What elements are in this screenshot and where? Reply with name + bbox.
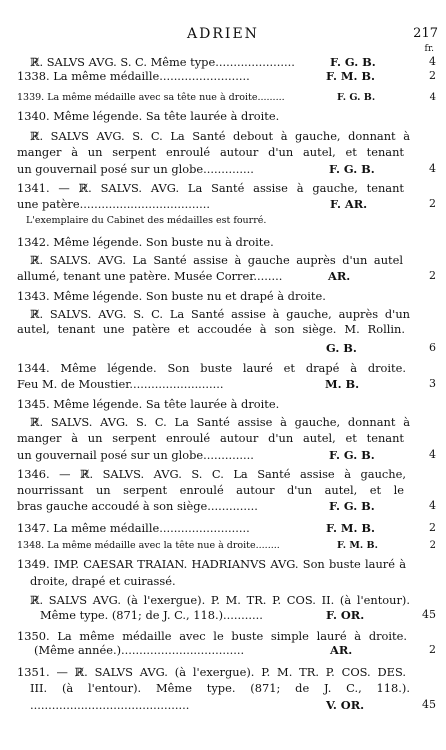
entry-value: F. G. B. bbox=[330, 55, 376, 69]
entry-text: 1339. La même médaille avec sa tête nue à droite......... bbox=[17, 92, 285, 103]
entry-line bbox=[0, 340, 446, 356]
entry-line bbox=[0, 447, 446, 463]
entry-text: Feu M. de Moustier.......................... bbox=[17, 377, 224, 391]
entry-line bbox=[0, 642, 446, 658]
entry-line bbox=[0, 607, 446, 623]
entry-line bbox=[0, 128, 446, 144]
entry-text: manger à un serpent enroulé autour d'un autel, et tenant bbox=[17, 145, 404, 159]
entry-price: 6 bbox=[429, 341, 436, 354]
entry-text: une patère.................................... bbox=[17, 197, 210, 211]
entry-value: F. AR. bbox=[330, 197, 368, 211]
entry-price: 4 bbox=[429, 499, 436, 512]
entry-line bbox=[0, 288, 446, 304]
entry-line bbox=[0, 430, 446, 446]
entry-line bbox=[0, 68, 446, 84]
entry-text: Même type. (871; de J. C., 118.)........... bbox=[40, 608, 263, 622]
entry-price: 2 bbox=[429, 643, 436, 656]
entry-text: ℝ̸. SALVS. AVG. S. C. La Santé assise à gauche, auprès d'un bbox=[30, 307, 410, 321]
entry-text: un gouvernail posé sur un globe.............. bbox=[17, 448, 254, 462]
entry-line bbox=[0, 252, 446, 268]
entry-line bbox=[0, 396, 446, 412]
entry-line bbox=[0, 573, 446, 589]
entry-value: V. OR. bbox=[326, 698, 365, 712]
entry-price: 4 bbox=[429, 55, 436, 68]
entry-text: bras gauche accoudé à son siège.............. bbox=[17, 499, 258, 513]
entry-line bbox=[0, 213, 446, 229]
entry-text: 1347. La même médaille......................... bbox=[17, 521, 250, 535]
entry-value: AR. bbox=[330, 643, 353, 657]
entry-value: F. M. B. bbox=[326, 521, 376, 535]
entry-value: G. B. bbox=[326, 341, 357, 355]
entry-text: nourrissant un serpent enroulé autour d'un autel, et le bbox=[17, 483, 404, 497]
entry-value: M. B. bbox=[325, 377, 360, 391]
entry-line bbox=[0, 376, 446, 392]
entry-price: 45 bbox=[422, 608, 436, 621]
entry-text: ℝ̸. SALVS AVG. S. C. Même type...................... bbox=[30, 55, 295, 69]
entry-text: allumé, tenant une patère. Musée Correr........ bbox=[17, 269, 283, 283]
entry-value: F. G. B. bbox=[329, 448, 375, 462]
entry-price: 4 bbox=[429, 448, 436, 461]
entry-text: 1348. La même médaille avec la tête nue à droite........ bbox=[17, 540, 280, 551]
entry-line bbox=[0, 196, 446, 212]
entry-line bbox=[0, 498, 446, 514]
entry-text: un gouvernail posé sur un globe.............. bbox=[17, 162, 254, 176]
entry-value: F. G. B. bbox=[329, 162, 375, 176]
entry-line bbox=[0, 482, 446, 498]
entry-text: autel, tenant une patère et accoudée à son siège. M. Rollin. bbox=[17, 322, 405, 336]
entry-text: ............................................ bbox=[30, 698, 190, 712]
entry-text: 1343. Même légende. Son buste nu et drapé à droite. bbox=[17, 289, 326, 303]
entry-line bbox=[0, 466, 446, 482]
column-unit-label: fr. bbox=[424, 44, 434, 54]
entry-value: F. M. B. bbox=[337, 540, 378, 551]
entry-text: 1346. — ℝ̸. SALVS. AVG. S. C. La Santé assise à gauche, bbox=[17, 467, 406, 481]
entry-line bbox=[0, 680, 446, 696]
entry-line bbox=[0, 144, 446, 160]
entry-text: 1342. Même légende. Son buste nu à droite. bbox=[17, 235, 274, 249]
entry-text: ℝ̸. SALVS AVG. S. C. La Santé debout à gauche, donnant à bbox=[30, 129, 410, 143]
entry-text: (Même année.).................................. bbox=[34, 643, 245, 657]
entry-line bbox=[0, 520, 446, 536]
entry-value: F. G. B. bbox=[337, 92, 376, 103]
entry-text: 1349. IMP. CAESAR TRAIAN. HADRIANVS AVG. Son buste lauré à bbox=[17, 557, 406, 571]
entry-line bbox=[0, 664, 446, 680]
entry-text: droite, drapé et cuirassé. bbox=[30, 574, 176, 588]
entry-line bbox=[0, 592, 446, 608]
entry-line bbox=[0, 268, 446, 284]
entry-text: 1338. La même médaille......................... bbox=[17, 69, 250, 83]
entry-text: 1341. — ℝ̸. SALVS. AVG. La Santé assise à gauche, tenant bbox=[17, 181, 404, 195]
entry-text: 1345. Même légende. Sa tête laurée à droite. bbox=[17, 397, 280, 411]
entry-line bbox=[0, 697, 446, 713]
entry-price: 2 bbox=[429, 269, 436, 282]
entry-price: 2 bbox=[429, 540, 436, 551]
entry-price: 2 bbox=[429, 69, 436, 82]
entry-line bbox=[0, 180, 446, 196]
entry-price: 45 bbox=[422, 698, 436, 711]
entry-line bbox=[0, 360, 446, 376]
entry-price: 4 bbox=[429, 92, 436, 103]
entry-text: ℝ̸. SALVS AVG. (à l'exergue). P. M. TR. P. COS. II. (à l'entour). bbox=[30, 593, 410, 607]
entry-text: III. (à l'entour). Même type. (871; de J. C., 118.). bbox=[30, 681, 410, 695]
entry-value: AR. bbox=[328, 269, 351, 283]
entry-value: F. G. B. bbox=[329, 499, 375, 513]
entry-line bbox=[0, 321, 446, 337]
entry-text: 1351. — ℝ̸. SALVS AVG. (à l'exergue). P. M. TR. P. COS. DES. bbox=[17, 665, 406, 679]
entry-line bbox=[0, 306, 446, 322]
entry-price: 2 bbox=[429, 521, 436, 534]
entry-line bbox=[0, 556, 446, 572]
entry-line bbox=[0, 161, 446, 177]
entry-line bbox=[0, 90, 446, 106]
entry-text: L'exemplaire du Cabinet des médailles est fourré. bbox=[26, 215, 267, 226]
entry-line bbox=[0, 234, 446, 250]
entry-text: ℝ̸. SALVS. AVG. La Santé assise à gauche auprès d'un autel bbox=[30, 253, 403, 267]
entry-line bbox=[0, 108, 446, 124]
entry-value: F. M. B. bbox=[326, 69, 376, 83]
entry-price: 3 bbox=[429, 377, 436, 390]
entry-value: F. OR. bbox=[326, 608, 365, 622]
entry-text: 1344. Même légende. Son buste lauré et drapé à droite. bbox=[17, 361, 406, 375]
entry-text: 1340. Même légende. Sa tête laurée à droite. bbox=[17, 109, 280, 123]
entry-line bbox=[0, 538, 446, 554]
entry-line bbox=[0, 414, 446, 430]
entry-price: 4 bbox=[429, 162, 436, 175]
page-number: 217 bbox=[413, 26, 438, 41]
running-header-title: ADRIEN bbox=[187, 26, 259, 42]
entry-price: 2 bbox=[429, 197, 436, 210]
entry-text: manger à un serpent enroulé autour d'un autel, et tenant bbox=[17, 431, 404, 445]
entry-text: ℝ̸. SALVS. AVG. S. C. La Santé assise à gauche, donnant à bbox=[30, 415, 410, 429]
entry-text: 1350. La même médaille avec le buste simple lauré à droite. bbox=[17, 629, 407, 643]
